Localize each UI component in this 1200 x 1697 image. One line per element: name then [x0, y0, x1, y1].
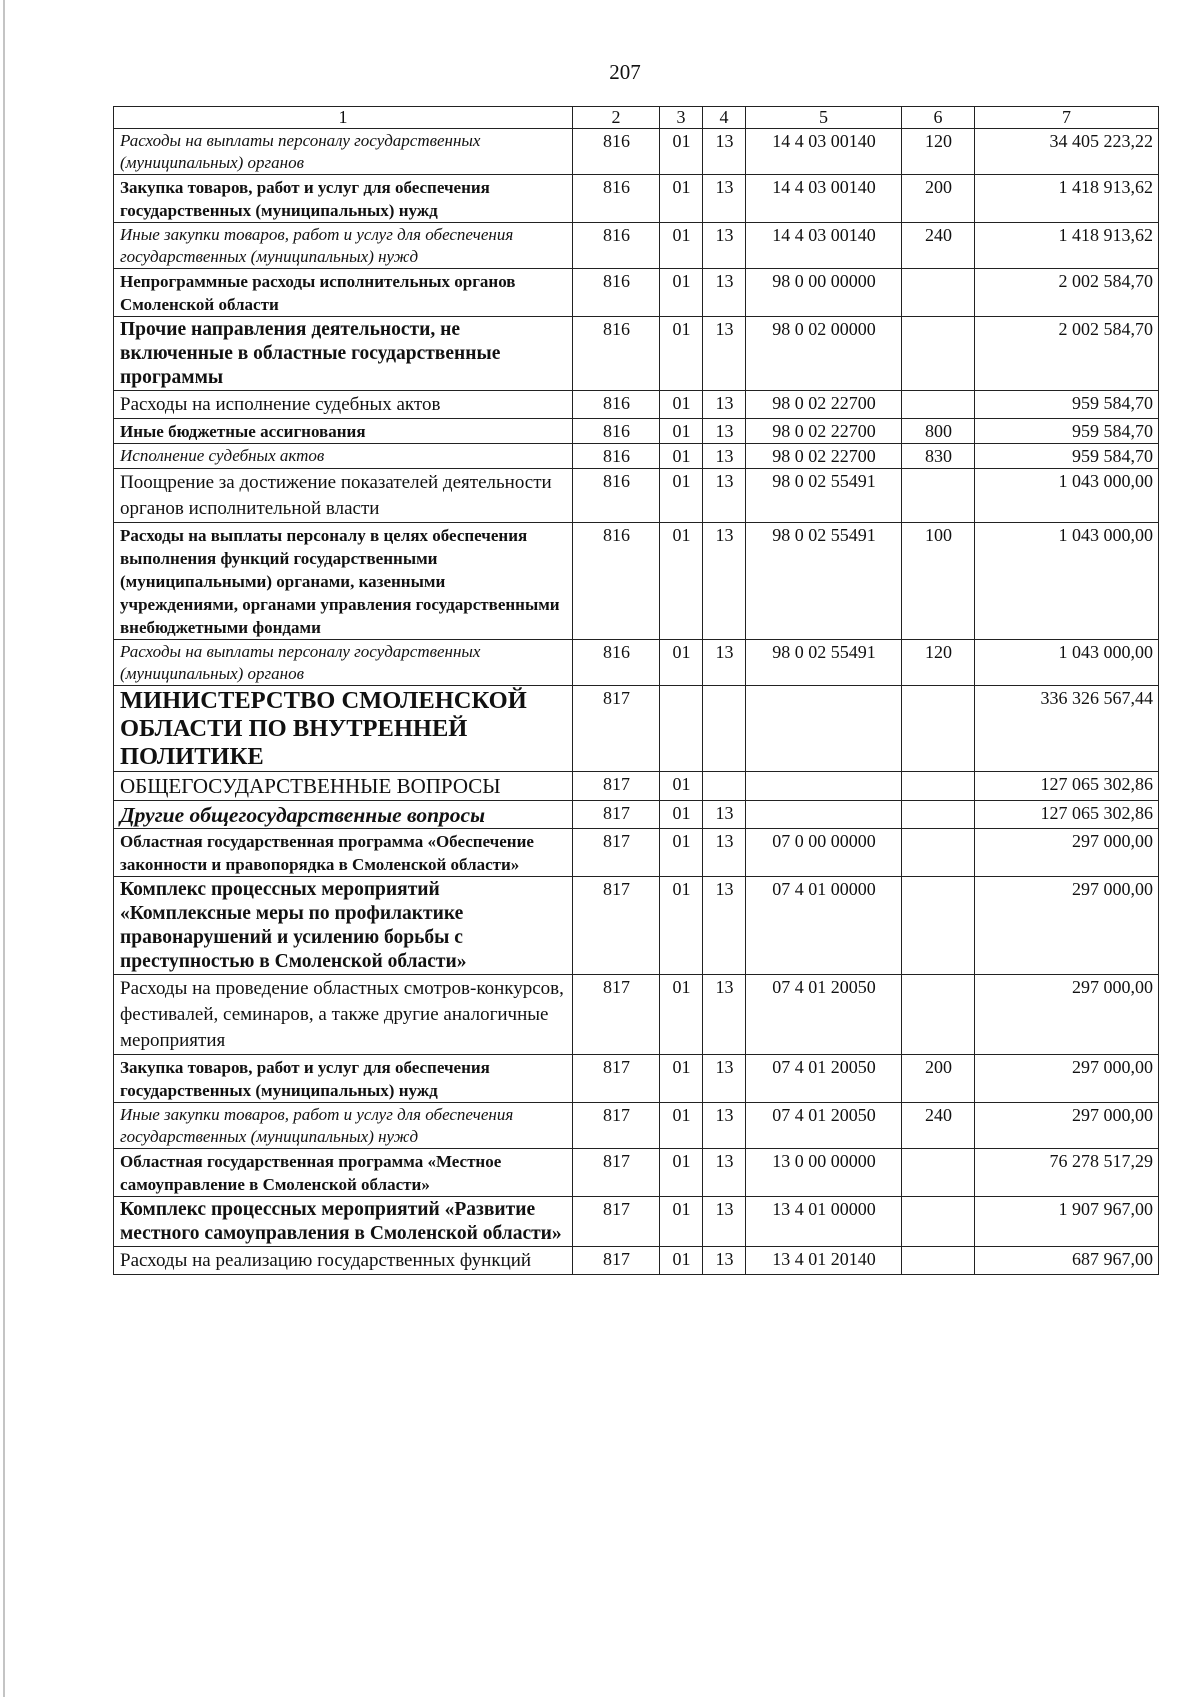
- table-row: [114, 469, 1159, 523]
- table-row: [114, 801, 1159, 829]
- row-vr-code: 240: [902, 1103, 975, 1149]
- row-rz-code: 01: [660, 975, 703, 1055]
- row-gr-code: 817: [573, 829, 660, 877]
- row-name: Расходы на реализацию государственных функций: [114, 1247, 573, 1275]
- row-amount: 34 405 223,22: [975, 129, 1159, 175]
- row-vr-code: [902, 1247, 975, 1275]
- scan-edge-mark: [3, 0, 5, 1697]
- row-amount: 297 000,00: [975, 877, 1159, 975]
- table-row: [114, 1103, 1159, 1149]
- row-gr-code: 817: [573, 1055, 660, 1103]
- table-row: [114, 391, 1159, 419]
- row-vr-code: [902, 772, 975, 801]
- row-csr-code: 98 0 02 55491: [746, 640, 902, 686]
- table-row: [114, 175, 1159, 223]
- table-row: [114, 1055, 1159, 1103]
- row-pr-code: 13: [703, 129, 746, 175]
- header-col-5: 5: [746, 107, 902, 129]
- row-pr-code: 13: [703, 801, 746, 829]
- row-pr-code: 13: [703, 523, 746, 640]
- table-row: [114, 129, 1159, 175]
- row-csr-code: 14 4 03 00140: [746, 223, 902, 269]
- row-gr-code: 816: [573, 223, 660, 269]
- row-gr-code: 817: [573, 975, 660, 1055]
- table-row: [114, 419, 1159, 444]
- row-name: Расходы на проведение областных смотров-конкурсов, фестивалей, семинаров, а также другие аналогичные мероприятия: [114, 975, 573, 1055]
- row-pr-code: [703, 686, 746, 772]
- table-row: [114, 975, 1159, 1055]
- row-amount: 297 000,00: [975, 1103, 1159, 1149]
- row-name: Расходы на выплаты персоналу государственных (муниципальных) органов: [114, 129, 573, 175]
- row-amount: 959 584,70: [975, 419, 1159, 444]
- row-name: Областная государственная программа «Обеспечение законности и правопорядка в Смоленской области»: [114, 829, 573, 877]
- row-gr-code: 816: [573, 419, 660, 444]
- row-amount: 959 584,70: [975, 391, 1159, 419]
- row-rz-code: 01: [660, 1103, 703, 1149]
- row-csr-code: 13 4 01 00000: [746, 1197, 902, 1247]
- row-vr-code: [902, 829, 975, 877]
- row-name: Непрограммные расходы исполнительных органов Смоленской области: [114, 269, 573, 317]
- table-row: [114, 269, 1159, 317]
- row-gr-code: 816: [573, 175, 660, 223]
- row-amount: 76 278 517,29: [975, 1149, 1159, 1197]
- row-amount: 127 065 302,86: [975, 801, 1159, 829]
- row-csr-code: 98 0 00 00000: [746, 269, 902, 317]
- table-row: [114, 640, 1159, 686]
- row-rz-code: 01: [660, 772, 703, 801]
- row-vr-code: [902, 469, 975, 523]
- table-row: [114, 317, 1159, 391]
- row-pr-code: 13: [703, 317, 746, 391]
- row-amount: 1 418 913,62: [975, 175, 1159, 223]
- row-csr-code: 14 4 03 00140: [746, 129, 902, 175]
- row-pr-code: 13: [703, 269, 746, 317]
- row-gr-code: 816: [573, 523, 660, 640]
- row-csr-code: 14 4 03 00140: [746, 175, 902, 223]
- row-amount: 297 000,00: [975, 829, 1159, 877]
- row-gr-code: 816: [573, 391, 660, 419]
- table-header-row: [114, 107, 1159, 129]
- row-rz-code: 01: [660, 175, 703, 223]
- row-vr-code: 830: [902, 444, 975, 469]
- header-col-7: 7: [975, 107, 1159, 129]
- row-amount: 1 043 000,00: [975, 469, 1159, 523]
- row-csr-code: 98 0 02 22700: [746, 391, 902, 419]
- header-col-2: 2: [573, 107, 660, 129]
- row-vr-code: [902, 686, 975, 772]
- table-row: [114, 772, 1159, 801]
- table-row: [114, 223, 1159, 269]
- table-row: [114, 1247, 1159, 1275]
- row-csr-code: 07 0 00 00000: [746, 829, 902, 877]
- row-name: Комплекс процессных мероприятий «Комплексные меры по профилактике правонарушений и усилению борьбы с преступностью в Смоленской области»: [114, 877, 573, 975]
- row-gr-code: 816: [573, 444, 660, 469]
- row-amount: 959 584,70: [975, 444, 1159, 469]
- row-rz-code: 01: [660, 877, 703, 975]
- row-pr-code: 13: [703, 1247, 746, 1275]
- row-gr-code: 817: [573, 877, 660, 975]
- row-rz-code: 01: [660, 444, 703, 469]
- row-rz-code: 01: [660, 1247, 703, 1275]
- row-rz-code: 01: [660, 391, 703, 419]
- row-rz-code: 01: [660, 1149, 703, 1197]
- row-name: Исполнение судебных актов: [114, 444, 573, 469]
- row-amount: 297 000,00: [975, 1055, 1159, 1103]
- row-vr-code: 120: [902, 129, 975, 175]
- row-name: Иные закупки товаров, работ и услуг для обеспечения государственных (муниципальных) нужд: [114, 1103, 573, 1149]
- row-name: Иные бюджетные ассигнования: [114, 419, 573, 444]
- row-name: Расходы на исполнение судебных актов: [114, 391, 573, 419]
- row-rz-code: 01: [660, 1197, 703, 1247]
- row-pr-code: 13: [703, 640, 746, 686]
- budget-table: [113, 106, 1159, 1275]
- row-rz-code: 01: [660, 223, 703, 269]
- header-col-1: 1: [114, 107, 573, 129]
- table-row: [114, 1197, 1159, 1247]
- row-gr-code: 816: [573, 469, 660, 523]
- row-vr-code: [902, 1149, 975, 1197]
- table-row: [114, 686, 1159, 772]
- row-csr-code: [746, 686, 902, 772]
- row-name: Расходы на выплаты персоналу в целях обеспечения выполнения функций государственными (муниципальными) органами, казенными учреждениями, органами управления государственными внебюджетными фондами: [114, 523, 573, 640]
- row-pr-code: 13: [703, 1149, 746, 1197]
- row-csr-code: 98 0 02 00000: [746, 317, 902, 391]
- row-name: Иные закупки товаров, работ и услуг для обеспечения государственных (муниципальных) нужд: [114, 223, 573, 269]
- row-vr-code: 200: [902, 175, 975, 223]
- row-vr-code: [902, 317, 975, 391]
- row-csr-code: 07 4 01 20050: [746, 1103, 902, 1149]
- row-amount: 1 907 967,00: [975, 1197, 1159, 1247]
- row-amount: 336 326 567,44: [975, 686, 1159, 772]
- row-amount: 2 002 584,70: [975, 317, 1159, 391]
- row-gr-code: 816: [573, 269, 660, 317]
- row-csr-code: 98 0 02 55491: [746, 523, 902, 640]
- table-row: [114, 877, 1159, 975]
- header-col-4: 4: [703, 107, 746, 129]
- row-gr-code: 817: [573, 1103, 660, 1149]
- row-gr-code: 817: [573, 801, 660, 829]
- row-rz-code: [660, 686, 703, 772]
- row-vr-code: [902, 269, 975, 317]
- row-pr-code: 13: [703, 1103, 746, 1149]
- row-pr-code: 13: [703, 419, 746, 444]
- row-gr-code: 817: [573, 1197, 660, 1247]
- row-pr-code: 13: [703, 444, 746, 469]
- row-rz-code: 01: [660, 829, 703, 877]
- row-vr-code: 200: [902, 1055, 975, 1103]
- table-row: [114, 829, 1159, 877]
- row-rz-code: 01: [660, 1055, 703, 1103]
- row-vr-code: [902, 801, 975, 829]
- page-number: 207: [609, 60, 641, 84]
- row-vr-code: [902, 391, 975, 419]
- row-vr-code: [902, 975, 975, 1055]
- row-amount: 1 043 000,00: [975, 523, 1159, 640]
- row-amount: 687 967,00: [975, 1247, 1159, 1275]
- row-name: МИНИСТЕРСТВО СМОЛЕНСКОЙ ОБЛАСТИ ПО ВНУТРЕННЕЙ ПОЛИТИКЕ: [114, 686, 573, 772]
- row-csr-code: 98 0 02 22700: [746, 444, 902, 469]
- row-csr-code: [746, 801, 902, 829]
- row-rz-code: 01: [660, 640, 703, 686]
- row-amount: 297 000,00: [975, 975, 1159, 1055]
- table-row: [114, 444, 1159, 469]
- row-gr-code: 817: [573, 772, 660, 801]
- row-csr-code: [746, 772, 902, 801]
- row-vr-code: [902, 1197, 975, 1247]
- row-gr-code: 817: [573, 686, 660, 772]
- row-csr-code: 07 4 01 20050: [746, 1055, 902, 1103]
- row-pr-code: 13: [703, 391, 746, 419]
- row-amount: 1 043 000,00: [975, 640, 1159, 686]
- row-pr-code: 13: [703, 469, 746, 523]
- row-rz-code: 01: [660, 419, 703, 444]
- row-amount: 1 418 913,62: [975, 223, 1159, 269]
- header-col-3: 3: [660, 107, 703, 129]
- row-vr-code: 120: [902, 640, 975, 686]
- row-pr-code: 13: [703, 175, 746, 223]
- row-vr-code: 240: [902, 223, 975, 269]
- row-rz-code: 01: [660, 317, 703, 391]
- row-vr-code: 800: [902, 419, 975, 444]
- row-pr-code: 13: [703, 877, 746, 975]
- row-name: Прочие направления деятельности, не включенные в областные государственные программы: [114, 317, 573, 391]
- row-gr-code: 816: [573, 129, 660, 175]
- row-name: Закупка товаров, работ и услуг для обеспечения государственных (муниципальных) нужд: [114, 1055, 573, 1103]
- row-rz-code: 01: [660, 269, 703, 317]
- row-name: Другие общегосударственные вопросы: [114, 801, 573, 829]
- row-csr-code: 98 0 02 22700: [746, 419, 902, 444]
- row-vr-code: [902, 877, 975, 975]
- header-col-6: 6: [902, 107, 975, 129]
- row-pr-code: 13: [703, 1055, 746, 1103]
- row-rz-code: 01: [660, 523, 703, 640]
- row-gr-code: 817: [573, 1247, 660, 1275]
- row-csr-code: 07 4 01 20050: [746, 975, 902, 1055]
- row-name: Поощрение за достижение показателей деятельности органов исполнительной власти: [114, 469, 573, 523]
- row-name: ОБЩЕГОСУДАРСТВЕННЫЕ ВОПРОСЫ: [114, 772, 573, 801]
- row-pr-code: 13: [703, 223, 746, 269]
- row-gr-code: 816: [573, 317, 660, 391]
- row-pr-code: [703, 772, 746, 801]
- row-amount: 127 065 302,86: [975, 772, 1159, 801]
- row-csr-code: 07 4 01 00000: [746, 877, 902, 975]
- row-csr-code: 98 0 02 55491: [746, 469, 902, 523]
- row-vr-code: 100: [902, 523, 975, 640]
- row-amount: 2 002 584,70: [975, 269, 1159, 317]
- row-pr-code: 13: [703, 1197, 746, 1247]
- row-pr-code: 13: [703, 975, 746, 1055]
- row-gr-code: 816: [573, 640, 660, 686]
- row-csr-code: 13 4 01 20140: [746, 1247, 902, 1275]
- row-rz-code: 01: [660, 469, 703, 523]
- row-pr-code: 13: [703, 829, 746, 877]
- row-rz-code: 01: [660, 129, 703, 175]
- row-name: Областная государственная программа «Местное самоуправление в Смоленской области»: [114, 1149, 573, 1197]
- table-row: [114, 523, 1159, 640]
- row-name: Расходы на выплаты персоналу государственных (муниципальных) органов: [114, 640, 573, 686]
- row-gr-code: 817: [573, 1149, 660, 1197]
- table-row: [114, 1149, 1159, 1197]
- row-csr-code: 13 0 00 00000: [746, 1149, 902, 1197]
- row-name: Комплекс процессных мероприятий «Развитие местного самоуправления в Смоленской области»: [114, 1197, 573, 1247]
- row-rz-code: 01: [660, 801, 703, 829]
- row-name: Закупка товаров, работ и услуг для обеспечения государственных (муниципальных) нужд: [114, 175, 573, 223]
